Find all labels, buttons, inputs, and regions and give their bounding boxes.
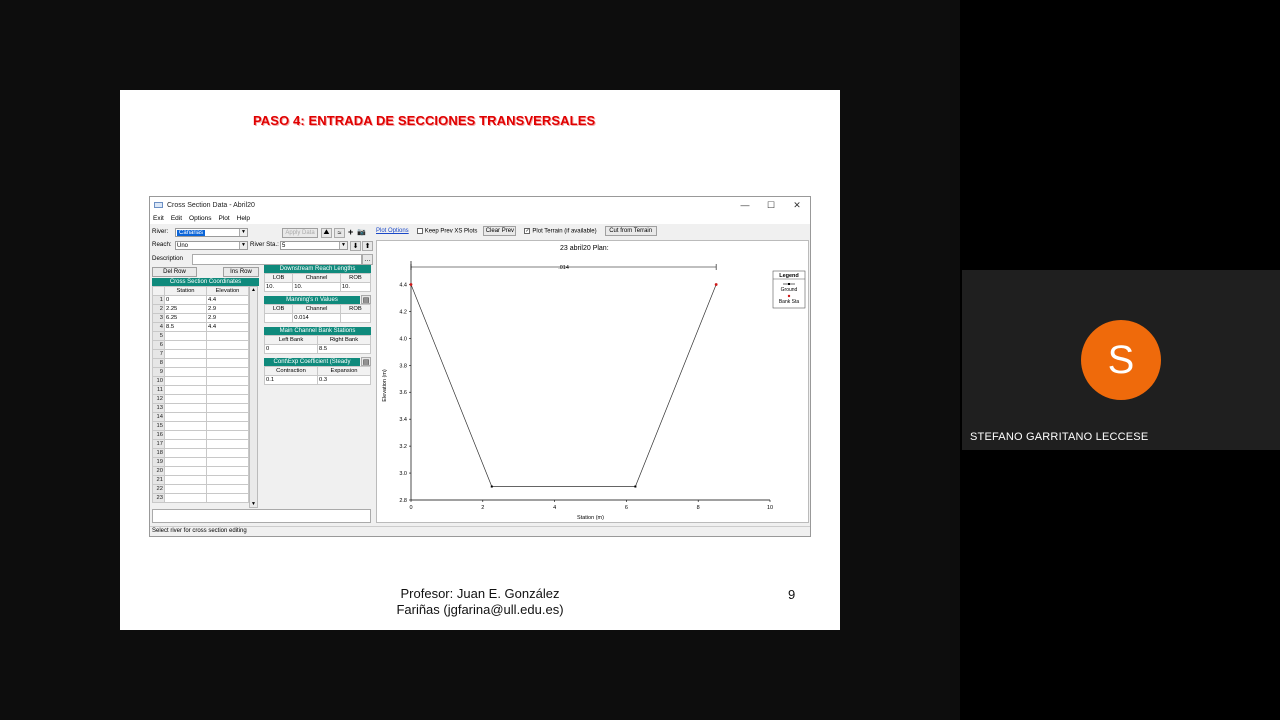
river-tool-icon[interactable]: ⛰ <box>321 228 332 238</box>
table-row[interactable]: 21 <box>153 476 249 485</box>
plot-canvas <box>376 240 809 523</box>
chevron-down-icon: ▼ <box>339 242 347 249</box>
table-row[interactable]: 14 <box>153 413 249 422</box>
ground-point <box>491 486 493 488</box>
coefficients-title: Cont\Exp Coefficient (Steady <box>264 358 360 366</box>
river-label: River: <box>152 228 169 235</box>
table-row[interactable]: 18 <box>153 449 249 458</box>
reach-select[interactable]: Uno ▼ <box>175 241 248 250</box>
avatar: S <box>1081 320 1161 400</box>
mannings-panel: Manning's n Values ▤ LOB Channel ROB 0.014 <box>264 296 371 323</box>
bank-stations-panel: Main Channel Bank Stations Left Bank Right Bank 0 8.5 <box>264 327 371 354</box>
slide <box>120 90 840 630</box>
arrow-up-icon[interactable]: ⬆ <box>362 241 373 251</box>
notes-box[interactable] <box>152 509 371 523</box>
camera-icon[interactable]: 📷 <box>357 229 366 236</box>
y-tick-label: 4.2 <box>399 309 407 316</box>
apply-data-button[interactable]: Apply Data <box>282 228 318 238</box>
downstream-panel: Downstream Reach Lengths LOB Channel ROB 10. 10. 10. <box>264 265 371 292</box>
app-icon <box>154 202 163 208</box>
x-tick-label: 4 <box>553 505 557 511</box>
y-tick-label: 4.4 <box>399 282 407 289</box>
x-tick-label: 6 <box>624 505 628 511</box>
ins-row-button[interactable]: Ins Row <box>223 267 259 277</box>
legend-ground-marker <box>788 283 790 285</box>
y-tick-label: 4.0 <box>399 336 407 343</box>
x-tick-label: 2 <box>481 505 485 511</box>
table-row[interactable]: 17 <box>153 440 249 449</box>
legend-title: Legend <box>779 273 799 279</box>
footer-line-1: Profesor: Juan E. González <box>400 586 560 601</box>
legend-ground-label: Ground <box>780 287 798 293</box>
table-row[interactable]: 12 <box>153 395 249 404</box>
plot-area <box>376 225 811 523</box>
y-tick-label: 3.6 <box>399 390 407 397</box>
menu-edit[interactable]: Edit <box>170 215 183 222</box>
coordinates-scrollbar[interactable]: ▲ ▼ <box>249 286 258 508</box>
river-sta-label: River Sta.: <box>250 241 279 248</box>
table-row[interactable]: 22 <box>153 485 249 494</box>
minimize-icon[interactable]: — <box>740 199 750 210</box>
y-tick-label: 2.8 <box>399 498 407 504</box>
cross-section-chart <box>377 241 810 524</box>
table-row[interactable]: 6 <box>153 341 249 350</box>
slide-footer <box>390 586 570 618</box>
menu-plot[interactable]: Plot <box>218 215 230 222</box>
menu-bar <box>150 213 810 224</box>
table-row[interactable]: 7 <box>153 350 249 359</box>
contraction-field[interactable]: 0.1 <box>265 376 318 385</box>
table-row[interactable]: 15 <box>153 422 249 431</box>
menu-help[interactable]: Help <box>236 215 251 222</box>
x-tick-label: 10 <box>766 505 774 511</box>
y-tick-label: 3.2 <box>399 444 407 451</box>
ds-rob-field[interactable]: 10. <box>340 283 370 292</box>
coordinates-grid <box>152 286 249 503</box>
chevron-down-icon: ▼ <box>239 242 247 249</box>
coefficients-panel: Cont\Exp Coefficient (Steady ▤ Contraction Expansion 0.1 0.3 <box>266 358 370 383</box>
y-tick-label: 3.4 <box>399 417 407 424</box>
clear-prev-button[interactable]: Clear Prev <box>483 226 516 236</box>
reach-label: Reach: <box>152 241 172 248</box>
menu-exit[interactable]: Exit <box>153 215 164 222</box>
x-tick-label: 8 <box>696 505 700 511</box>
coordinates-title: Cross Section Coordinates <box>152 278 259 286</box>
table-row[interactable]: 2 2.25 2.9 <box>153 305 249 314</box>
description-input[interactable] <box>192 254 362 265</box>
plot-terrain-checkbox[interactable]: ✓ Plot Terrain (if available) <box>525 227 597 235</box>
plot-options-link[interactable]: Plot Options <box>376 228 409 234</box>
downstream-title: Downstream Reach Lengths <box>264 265 371 273</box>
coordinates-table <box>152 278 259 507</box>
close-icon[interactable]: ✕ <box>793 199 801 210</box>
ground-line <box>411 284 716 486</box>
bank-station-point <box>715 283 718 286</box>
cross-section-window <box>149 196 811 537</box>
coefficients-edit-icon[interactable]: ▤ <box>362 358 370 366</box>
table-row[interactable]: 4 8.5 4.4 <box>153 323 249 332</box>
page-number: 9 <box>788 587 796 602</box>
river-sta-select[interactable]: 5 ▼ <box>280 241 348 250</box>
ds-lob-field[interactable]: 10. <box>265 283 293 292</box>
mann-rob-field[interactable] <box>340 314 370 323</box>
footer-line-2: Fariñas (jgfarina@ull.edu.es) <box>396 602 564 617</box>
x-tick-label: 0 <box>409 505 413 511</box>
mannings-title: Manning's n Values <box>264 296 360 304</box>
table-row[interactable]: 9 <box>153 368 249 377</box>
table-row[interactable]: 23 <box>153 494 249 503</box>
cut-terrain-button[interactable]: Cut from Terrain <box>605 226 657 236</box>
menu-options[interactable]: Options <box>189 215 212 222</box>
mannings-edit-icon[interactable]: ▤ <box>362 296 370 304</box>
profile-tool-icon[interactable]: ≈ <box>334 228 345 238</box>
table-row[interactable]: 20 <box>153 467 249 476</box>
description-label: Description <box>152 255 183 262</box>
mannings-annotation: .014 <box>558 265 569 271</box>
window-titlebar <box>150 197 810 213</box>
chevron-down-icon: ▼ <box>239 229 247 236</box>
table-row[interactable]: 19 <box>153 458 249 467</box>
mann-channel-field[interactable]: 0.014 <box>293 314 341 323</box>
bank-stations-title: Main Channel Bank Stations <box>264 327 371 335</box>
add-icon[interactable]: + <box>348 227 354 237</box>
y-tick-label: 3.8 <box>399 363 407 370</box>
y-tick-label: 3.0 <box>399 471 407 478</box>
table-row[interactable]: 10 <box>153 377 249 386</box>
chart-title: 23 abril20 Plan: <box>560 245 609 252</box>
legend-bank-label: Bank Sta <box>778 299 800 305</box>
left-bank-field[interactable]: 0 <box>265 345 318 354</box>
table-row[interactable]: 3 6.25 2.9 <box>153 314 249 323</box>
x-axis-label: Station (m) <box>577 515 604 521</box>
legend-bank-marker <box>788 295 790 297</box>
river-select[interactable]: Canarias ▼ <box>175 228 248 237</box>
col-elevation: Elevation <box>207 287 249 296</box>
table-row[interactable]: 13 <box>153 404 249 413</box>
ds-channel-field[interactable]: 10. <box>293 283 341 292</box>
expansion-field[interactable]: 0.3 <box>318 376 371 385</box>
keep-prev-checkbox[interactable]: Keep Prev XS Plots <box>417 228 478 235</box>
participant-name: STEFANO GARRITANO LECCESE <box>970 431 1149 443</box>
del-row-button[interactable]: Del Row <box>152 267 197 277</box>
right-bank-field[interactable]: 8.5 <box>318 345 371 354</box>
col-station: Station <box>165 287 207 296</box>
participant-tile[interactable] <box>962 270 1280 450</box>
arrow-down-icon[interactable]: ⬇ <box>350 241 361 251</box>
y-axis-label: Elevation (m) <box>382 369 388 402</box>
slide-title: PASO 4: ENTRADA DE SECCIONES TRANSVERSALES <box>253 113 596 128</box>
left-panel <box>150 225 374 537</box>
table-row[interactable]: 8 <box>153 359 249 368</box>
bank-station-point <box>410 283 413 286</box>
table-row[interactable]: 16 <box>153 431 249 440</box>
description-more-button[interactable]: … <box>364 256 371 263</box>
ground-point <box>634 486 636 488</box>
table-row[interactable]: 1 0 4.4 <box>153 296 249 305</box>
mann-lob-field[interactable] <box>265 314 293 323</box>
status-bar: Select river for cross section editing <box>150 526 810 536</box>
plot-toolbar <box>376 225 811 237</box>
window-title: Cross Section Data - Abril20 <box>167 201 255 209</box>
maximize-icon[interactable]: ☐ <box>766 199 776 210</box>
table-row[interactable]: 11 <box>153 386 249 395</box>
table-row[interactable]: 5 <box>153 332 249 341</box>
